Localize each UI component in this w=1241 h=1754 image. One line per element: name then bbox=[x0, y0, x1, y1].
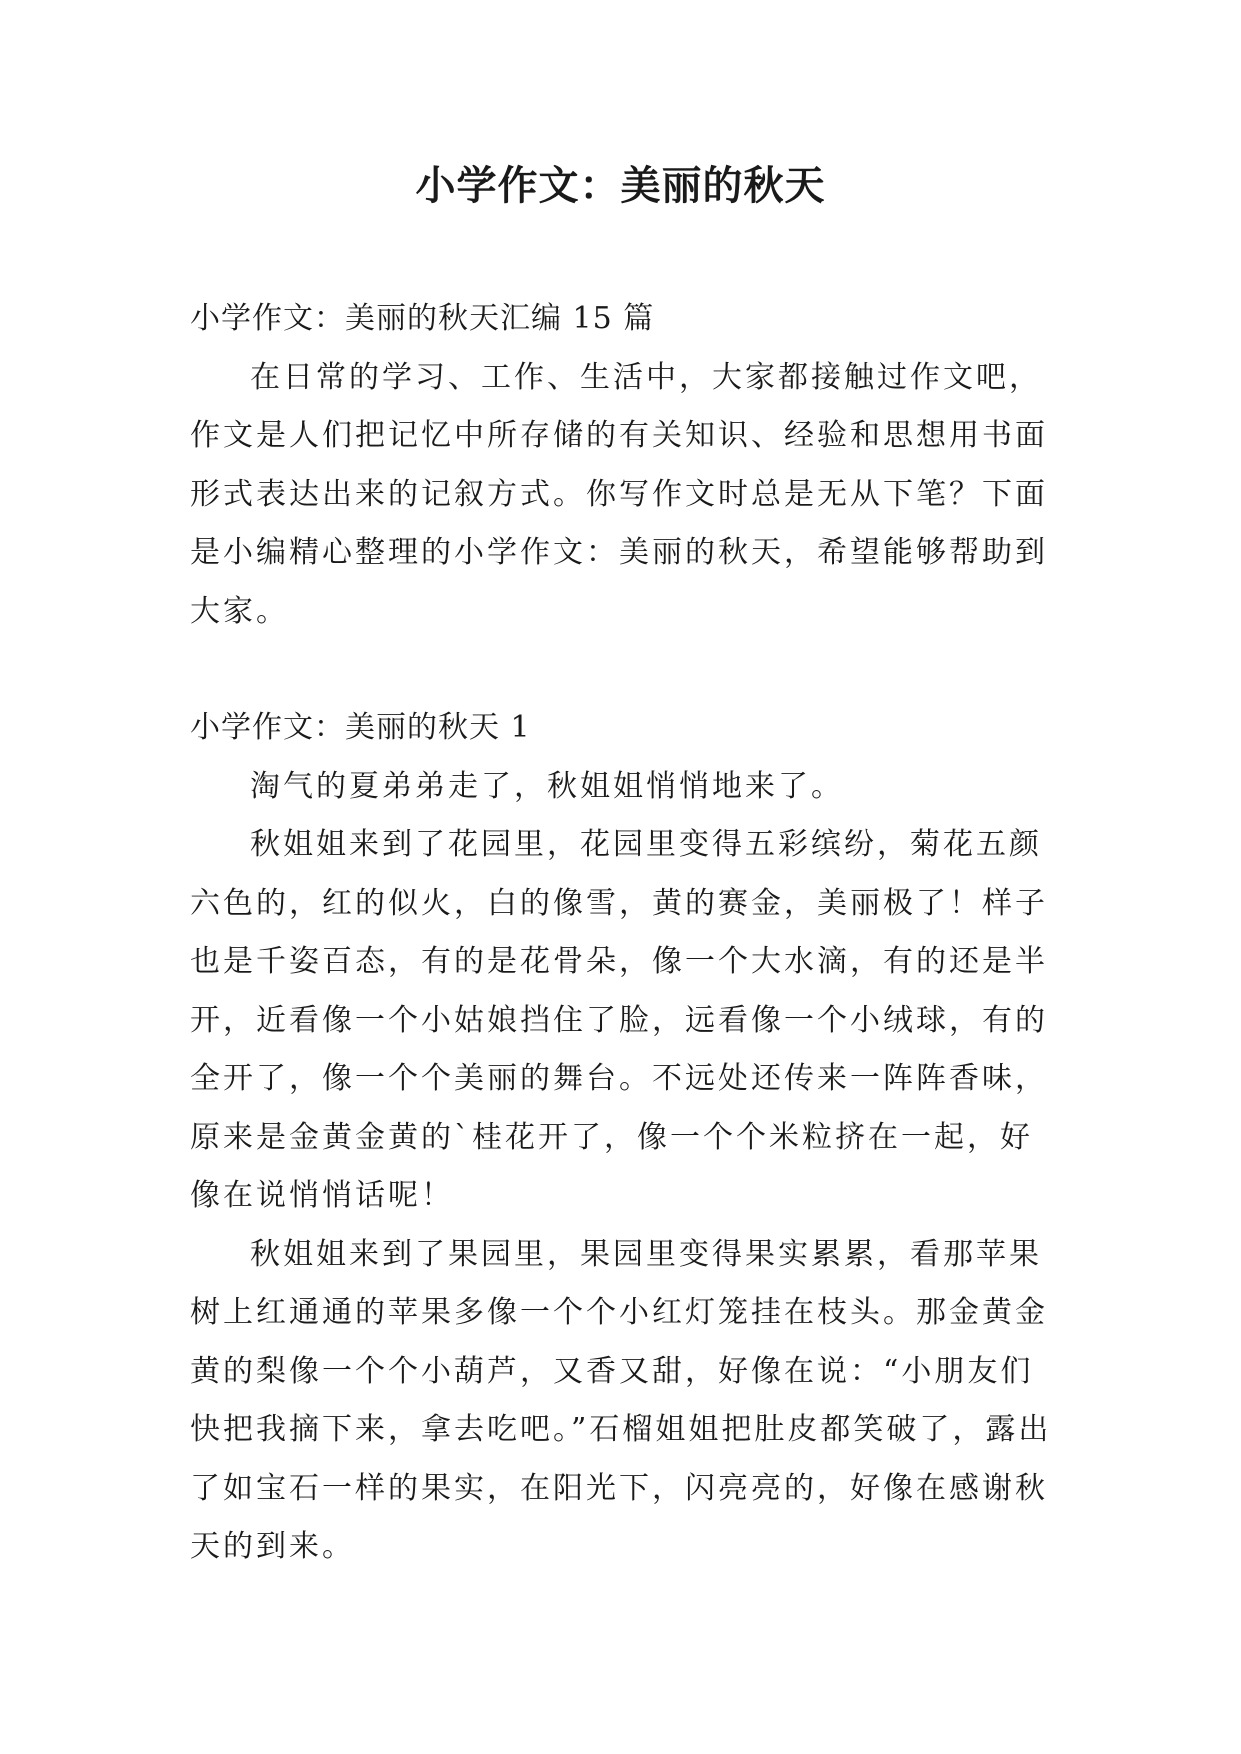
essay-1-paragraph: 秋姐姐来到了花园里，花园里变得五彩缤纷，菊花五颜六色的，红的似火，白的像雪，黄的赛金，美丽极了！样子也是千姿百态，有的是花骨朵，像一个大水滴，有的还是半开，近看像一个小姑娘挡住了脸，远看像一个小绒球，有的全开了，像一个个美丽的舞台。不远处还传来一阵阵香味，原来是金黄金黄的`桂花开了，像一个个米粒挤在一起，好像在说悄悄话呢！ bbox=[190, 827, 1048, 1213]
essay-1-heading: 小学作文：美丽的秋天 1 bbox=[190, 710, 531, 745]
document-body bbox=[190, 290, 1060, 1577]
collection-heading: 小学作文：美丽的秋天汇编 15 篇 bbox=[190, 301, 655, 336]
intro-paragraph: 在日常的学习、工作、生活中，大家都接触过作文吧，作文是人们把记忆中所存储的有关知识、经验和思想用书面形式表达出来的记叙方式。你写作文时总是无从下笔？下面是小编精心整理的小学作文：美丽的秋天，希望能够帮助到大家。 bbox=[190, 359, 1048, 629]
essay-1-paragraph: 秋姐姐来到了果园里，果园里变得果实累累，看那苹果树上红通通的苹果多像一个个小红灯笼挂在枝头。那金黄金黄的梨像一个个小葫芦，又香又甜，好像在说：“小朋友们快把我摘下来，拿去吃吧。”石榴姐姐把肚皮都笑破了，露出了如宝石一样的果实，在阳光下，闪亮亮的，好像在感谢秋天的到来。 bbox=[190, 1236, 1052, 1564]
essay-1-paragraph: 淘气的夏弟弟走了，秋姐姐悄悄地来了。 bbox=[250, 768, 844, 804]
document-title: 小学作文：美丽的秋天 bbox=[415, 163, 826, 209]
section-spacer bbox=[190, 641, 1060, 699]
